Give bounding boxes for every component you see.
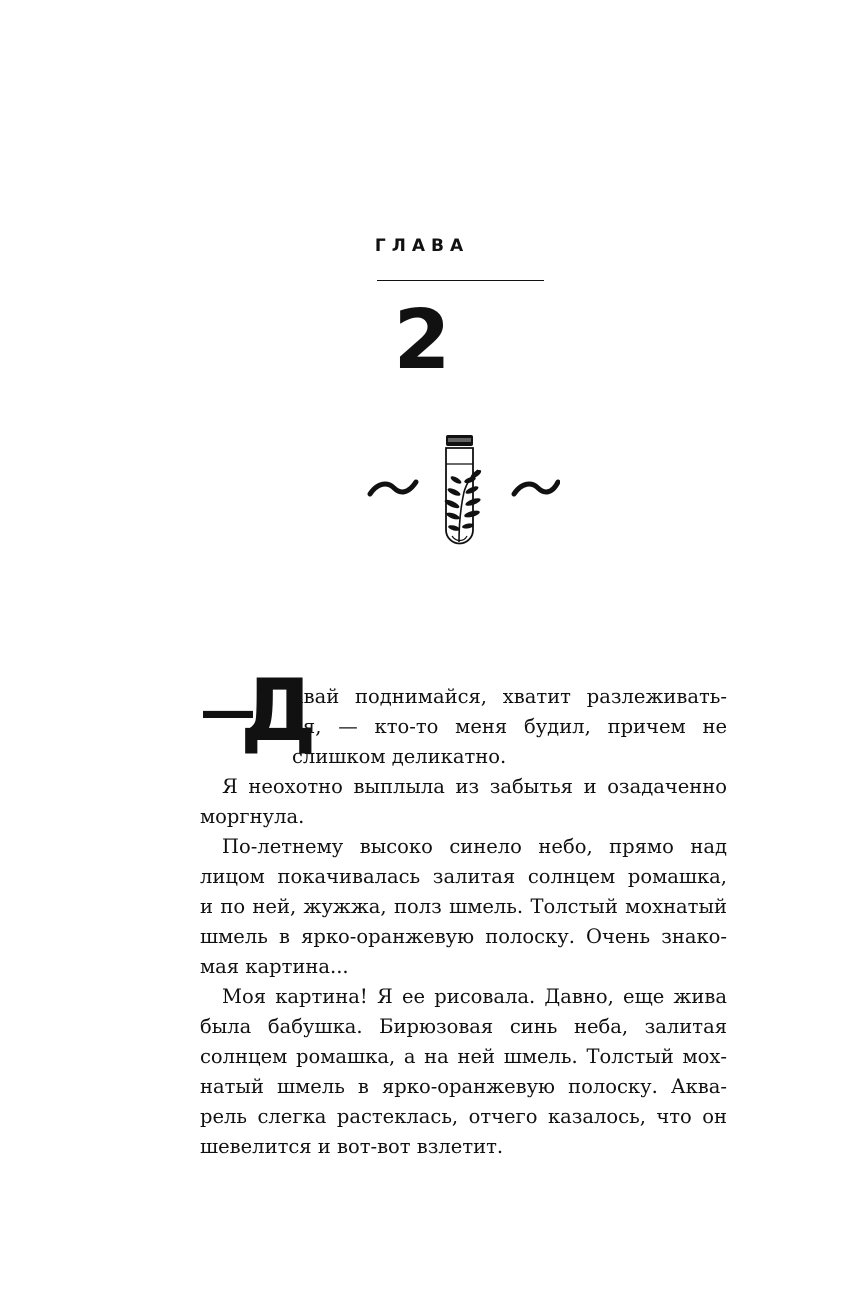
- paragraph-2-line-1: Я неохотно выплыла из забытья и озадаченно: [222, 775, 727, 798]
- tilde-right-icon: [514, 482, 558, 494]
- paragraph-1-line-3: слишком деликатно.: [292, 745, 507, 768]
- chapter-label: ГЛАВА: [374, 236, 470, 256]
- paragraph-3-line-2: лицом покачивалась залитая солнцем ромашка,: [200, 865, 727, 888]
- chapter-number: 2: [393, 293, 451, 388]
- paragraph-4-line-5: рель слегка растеклась, отчего казалось, что он: [200, 1105, 727, 1128]
- drop-cap-letter: Д: [240, 661, 317, 761]
- paragraph-4-line-2: была бабушка. Бирюзовая синь неба, залитая: [200, 1015, 727, 1038]
- paragraph-4-line-1: Моя картина! Я ее рисовала. Давно, еще жива: [222, 985, 727, 1008]
- tilde-left-icon: [370, 482, 416, 494]
- paragraph-1-line-1: авай поднимайся, хватит разлеживать-: [292, 685, 727, 708]
- paragraph-3-line-1: По-летнему высоко синело небо, прямо над: [222, 835, 727, 858]
- paragraph-4-line-6: шевелится и вот-вот взлетит.: [200, 1135, 504, 1158]
- paragraph-4-line-3: солнцем ромашка, а на ней шмель. Толстый мох-: [200, 1045, 727, 1068]
- paragraph-1-line-2: ся, — кто-то меня будил, причем не: [292, 715, 727, 738]
- chapter-rule: [377, 280, 544, 281]
- chapter-ornament: [360, 430, 560, 555]
- paragraph-4-line-4: натый шмель в ярко-оранжевую полоску. Аква-: [200, 1075, 727, 1098]
- paragraph-3-line-4: шмель в ярко-оранжевую полоску. Очень знако-: [200, 925, 727, 948]
- body-text: [200, 679, 727, 1162]
- test-tube-plant-icon: [444, 435, 483, 544]
- drop-cap-dash: —: [200, 679, 256, 744]
- paragraph-3-line-5: мая картина...: [200, 955, 349, 978]
- paragraph-2-line-2: моргнула.: [200, 805, 305, 828]
- paragraph-3-line-3: и по ней, жужжа, полз шмель. Толстый мохнатый: [200, 895, 727, 918]
